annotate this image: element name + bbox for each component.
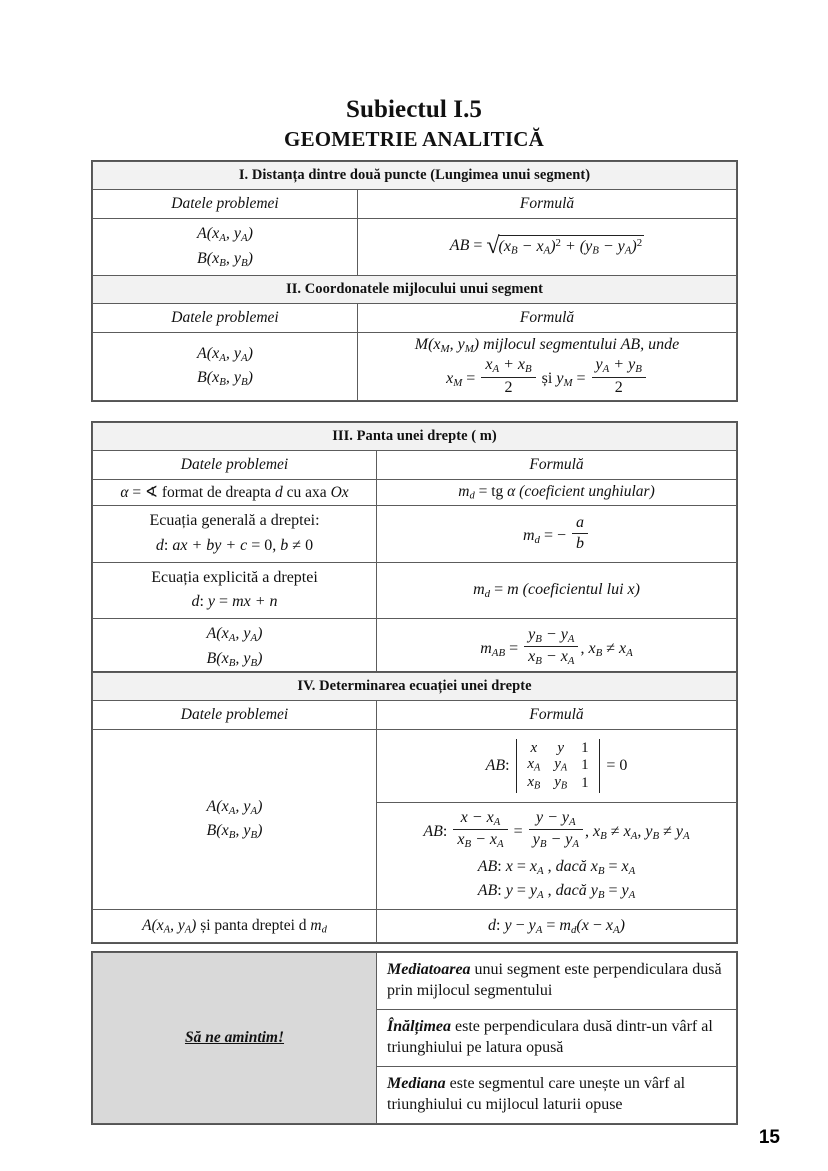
det-cell: 1: [581, 775, 589, 792]
det-cell: 1: [581, 756, 589, 773]
cell-formula-two-point-forms: AB: $\frac{x - x_A}{x_B - x_A}$ = $\frac{y - y_A}{y_B - y_A}$ , $x_B \ne x_A$, $y_B \ne y_A$ AB: $x = x_A$ , dacă $x_B = x_A$ AB: $y = y_A$ , dacă $y_B = y_A$: [377, 803, 737, 910]
column-header-formula: Formulă: [377, 701, 737, 730]
cell-points-ab-ii: $A(x_A$, $y_A$) $B(x_B$, $y_B$): [93, 332, 358, 401]
table-row: [93, 953, 737, 1010]
table-row: [93, 162, 737, 190]
cell-points-ab-iii: $A(x_A$, $y_A$) $B(x_B$, $y_B$): [93, 619, 377, 676]
column-header-data: Datele problemei: [93, 303, 358, 332]
table-row: [93, 190, 737, 219]
page-subtitle: GEOMETRIE ANALITICĂ: [284, 127, 544, 151]
table-row: [93, 303, 737, 332]
cell-formula-midpoint: $M(x_M$, $y_M$) mijlocul segmentului AB, unde $x_M$ = $\frac{x_A + x_B}{2}$ și $y_M$ = $\frac{y_A + y_B}{2}$: [358, 332, 737, 401]
cell-formula-determinant: AB: x y 1 $x_A$ $y_A$ 1 $x_B$ $y_B$ 1 = 0: [377, 730, 737, 803]
cell-formula-slope-explicit: $m_d = m$ (coeficientul lui x): [377, 562, 737, 619]
det-cell: $y_A$: [554, 756, 568, 774]
cell-points-ab-i: $A(x_A$, $y_A$) $B(x_B$, $y_B$): [93, 219, 358, 276]
remember-term: Mediana: [387, 1074, 446, 1092]
remember-body: este perpendiculara dusă dintr-un vârf al triunghiului pe latura opusă: [387, 1017, 713, 1057]
table-remember: [91, 951, 738, 1125]
table-row: [93, 451, 737, 480]
page-title: Subiectul I.5: [345, 96, 483, 123]
det-cell: $x_A$: [527, 756, 541, 774]
section-heading-i: I. Distanța dintre două puncte (Lungimea unui segment): [93, 162, 737, 190]
table-row: [93, 562, 737, 619]
table-row: [93, 219, 737, 276]
remember-body: este segmentul care unește un vârf al triunghiului cu mijlocul laturii opuse: [387, 1074, 686, 1114]
determinant-matrix: [516, 739, 599, 794]
table-row: [93, 730, 737, 803]
remember-item-inaltimea: [377, 1009, 737, 1066]
table-slope: [91, 421, 738, 677]
cell-points-ab-iv: $A(x_A$, $y_A$) $B(x_B$, $y_B$): [93, 730, 377, 910]
table-line-equation: [91, 671, 738, 944]
column-header-data: Datele problemei: [93, 701, 377, 730]
table-row: [93, 480, 737, 506]
cell-angle-definition: α = ∢ format de dreapta d cu axa Ox: [93, 480, 377, 506]
table-row: [93, 506, 737, 563]
column-header-formula: Formulă: [358, 303, 737, 332]
remember-item-mediana: [377, 1066, 737, 1123]
table-row: [93, 423, 737, 451]
det-cell: $x_B$: [527, 774, 541, 793]
table-row: [93, 332, 737, 401]
remember-label-text: Să ne amintim!: [184, 1028, 285, 1046]
determinant-row: [520, 774, 595, 792]
cell-formula-distance: AB = $√(x_B - x_A)^2 + (y_B - y_A)^2$: [358, 219, 737, 276]
cell-explicit-equation: Ecuația explicită a dreptei d: y = mx + n: [93, 562, 377, 619]
remember-item-mediatoarea: [377, 953, 737, 1010]
cell-formula-slope-general: $m_d$ = − $\frac{a}{b}$: [377, 506, 737, 563]
cell-formula-slope-two-points: $m_{AB}$ = $\frac{y_B - y_A}{x_B - x_A}$ , $x_B \ne x_A$: [377, 619, 737, 676]
remember-body: unui segment este perpendiculara dusă prin mijlocul segmentului: [387, 961, 722, 1000]
cell-point-and-slope: $A(x_A$, $y_A$) și panta dreptei d $m_d$: [93, 909, 377, 942]
page-title-block: [0, 96, 828, 152]
table-row: [93, 275, 737, 303]
table-row: [93, 619, 737, 676]
cell-formula-tangent: $m_d$ = tg α (coeficient unghiular): [377, 480, 737, 506]
section-heading-ii: II. Coordonatele mijlocului unui segment: [93, 275, 737, 303]
table-row: [93, 701, 737, 730]
det-cell: 1: [581, 739, 589, 756]
table-row: [93, 909, 737, 942]
column-header-data: Datele problemei: [93, 451, 377, 480]
remember-term: Mediatoarea: [387, 961, 471, 978]
cell-general-equation: Ecuația generală a dreptei: d: ax + by + c = 0, b ≠ 0: [93, 506, 377, 563]
cell-formula-point-slope: d: $y - y_A = m_d(x - x_A)$: [377, 909, 737, 942]
table-row: [93, 673, 737, 701]
section-heading-iii: III. Panta unei drepte ( m): [93, 423, 737, 451]
table-distance-and-midpoint: [91, 160, 738, 402]
det-cell: x: [530, 739, 538, 756]
section-heading-iv: IV. Determinarea ecuației unei drepte: [93, 673, 737, 701]
determinant-row: [520, 740, 595, 757]
column-header-data: Datele problemei: [93, 190, 358, 219]
page-number: 15: [758, 1127, 780, 1148]
column-header-formula: Formulă: [358, 190, 737, 219]
remember-label-cell: [93, 953, 377, 1124]
det-cell: $y_B$: [554, 774, 568, 793]
remember-term: Înălțimea: [387, 1017, 452, 1035]
det-cell: y: [557, 739, 565, 756]
column-header-formula: Formulă: [377, 451, 737, 480]
determinant-row: [520, 756, 595, 774]
